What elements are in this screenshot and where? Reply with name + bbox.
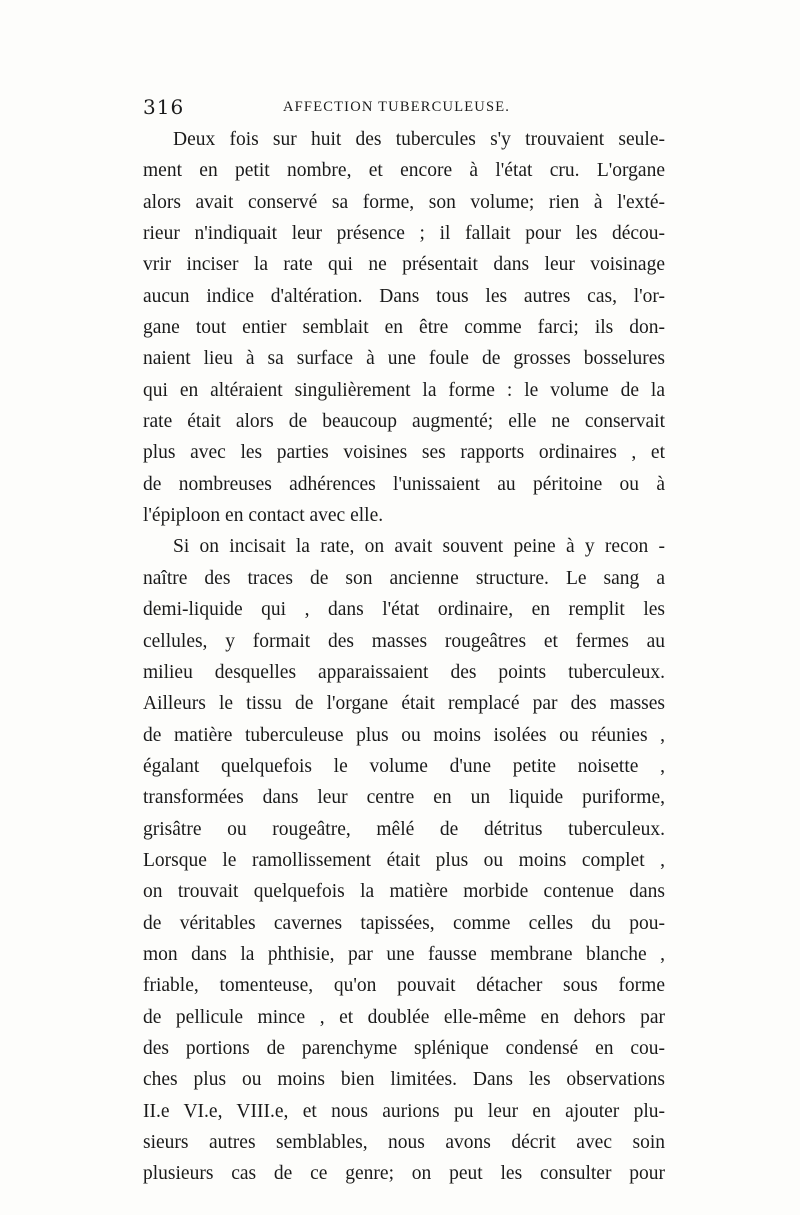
text-line: gane tout entier semblait en être comme farci; ils don- [143, 317, 665, 339]
text-line: alors avait conservé sa forme, son volume; rien à l'exté- [143, 191, 665, 213]
text-line: transformées dans leur centre en un liquide puriforme, [143, 787, 665, 809]
text-line: rate était alors de beaucoup augmenté; elle ne conservait [143, 411, 665, 433]
text-line: Deux fois sur huit des tubercules s'y trouvaient seule- [173, 129, 665, 150]
text-line: l'épiploon en contact avec elle. [143, 505, 384, 527]
text-line: naître des traces de son ancienne structure. Le sang a [143, 567, 665, 589]
text-line: vrir inciser la rate qui ne présentait dans leur voisinage [143, 254, 665, 276]
text-line: aucun indice d'altération. Dans tous les autres cas, l'or- [143, 285, 665, 307]
text-line: plusieurs cas de ce genre; on peut les consulter pour [143, 1163, 665, 1185]
text-line: de nombreuses adhérences l'unissaient au péritoine ou à [143, 473, 665, 495]
text-line: milieu desquelles apparaissaient des points tuberculeux. [143, 661, 665, 683]
text-line: mon dans la phthisie, par une fausse membrane blanche , [143, 943, 665, 965]
text-line: de matière tuberculeuse plus ou moins isolées ou réunies , [143, 724, 665, 746]
text-line: plus avec les parties voisines ses rapports ordinaires , et [143, 442, 665, 464]
text-line: II.e VI.e, VIII.e, et nous aurions pu leur en ajouter plu- [143, 1100, 665, 1122]
text-line: de véritables cavernes tapissées, comme celles du pou- [143, 912, 665, 934]
text-line: demi-liquide qui , dans l'état ordinaire, en remplit les [143, 599, 665, 621]
body-text [143, 124, 665, 1190]
text-line: cellules, y formait des masses rougeâtres et fermes au [143, 630, 665, 652]
text-line: friable, tomenteuse, qu'on pouvait détacher sous forme [143, 975, 665, 997]
text-line: ment en petit nombre, et encore à l'état cru. L'organe [143, 160, 665, 182]
text-line: égalant quelquefois le volume d'une petite noisette , [143, 755, 665, 777]
text-line: on trouvait quelquefois la matière morbide contenue dans [143, 881, 665, 903]
text-line: grisâtre ou rougeâtre, mêlé de détritus tuberculeux. [143, 818, 665, 840]
text-line: Ailleurs le tissu de l'organe était remplacé par des masses [143, 693, 665, 715]
text-line: Lorsque le ramollissement était plus ou moins complet , [143, 849, 665, 871]
text-line: rieur n'indiquait leur présence ; il fallait pour les décou- [143, 223, 665, 245]
text-line: de pellicule mince , et doublée elle-même en dehors par [143, 1006, 665, 1028]
running-title: AFFECTION TUBERCULEUSE. [283, 99, 511, 115]
text-line: qui en altéraient singulièrement la forme : le volume de la [143, 379, 665, 401]
text-line: Si on incisait la rate, on avait souvent peine à y recon - [173, 536, 665, 558]
running-head [143, 93, 663, 121]
text-line: naient lieu à sa surface à une foule de grosses bosselures [143, 348, 665, 370]
text-line: des portions de parenchyme splénique condensé en cou- [143, 1037, 665, 1059]
page-number: 316 [143, 95, 185, 119]
text-line: ches plus ou moins bien limitées. Dans les observations [143, 1069, 665, 1091]
text-line: sieurs autres semblables, nous avons décrit avec soin [143, 1132, 665, 1153]
